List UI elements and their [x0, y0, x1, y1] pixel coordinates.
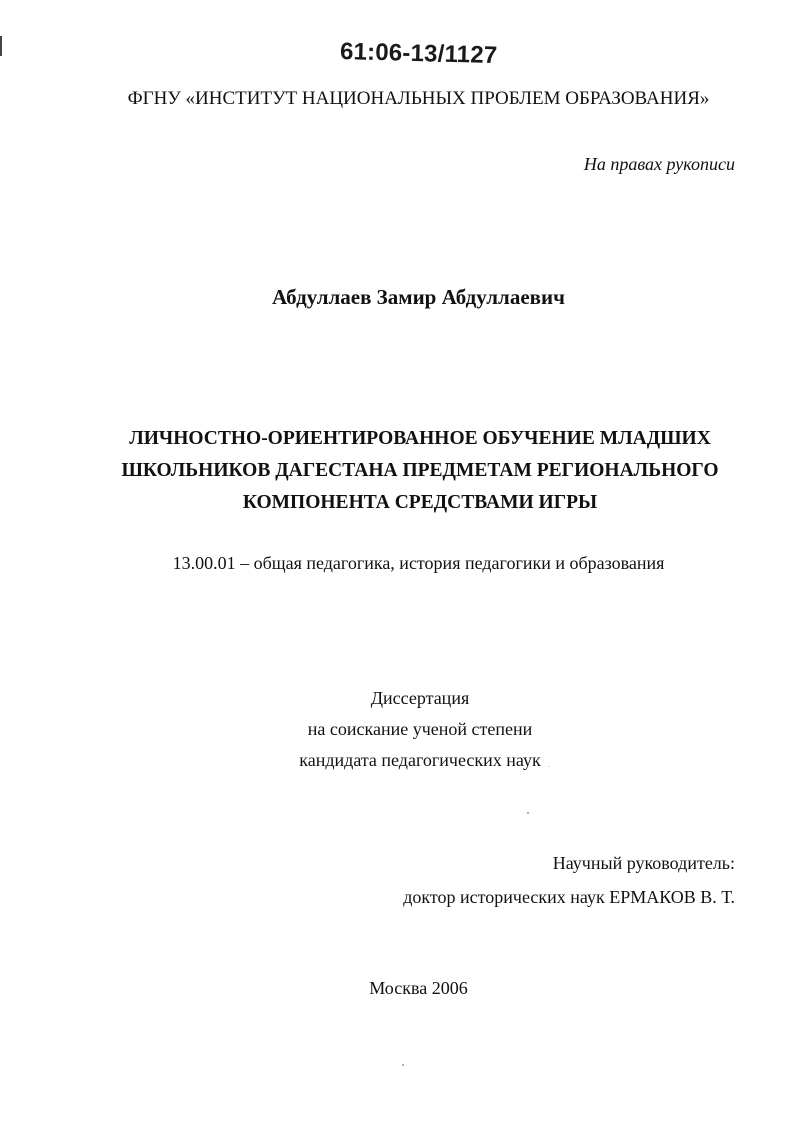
supervisor-name: доктор исторических наук ЕРМАКОВ В. Т. [403, 887, 735, 907]
title-line: ЛИЧНОСТНО-ОРИЕНТИРОВАННОЕ ОБУЧЕНИЕ МЛАДШИХ [129, 428, 711, 449]
city-year: Москва 2006 [369, 978, 468, 998]
degree-block [0, 683, 797, 776]
title-line: ШКОЛЬНИКОВ ДАГЕСТАНА ПРЕДМЕТАМ РЕГИОНАЛЬНОГО [121, 460, 719, 481]
supervisor-block [403, 846, 735, 914]
scan-speck [548, 766, 549, 767]
rights-note: На правах рукописи [583, 154, 735, 174]
organization-name: ФГНУ «ИНСТИТУТ НАЦИОНАЛЬНЫХ ПРОБЛЕМ ОБРАЗОВАНИЯ» [127, 88, 710, 109]
supervisor-label: Научный руководитель: [552, 853, 735, 873]
degree-line: кандидата педагогических наук [299, 750, 541, 770]
scan-edge-mark [0, 36, 2, 56]
scan-speck [527, 812, 529, 814]
degree-line: на соискание ученой степени [307, 719, 533, 739]
title-line: КОМПОНЕНТА СРЕДСТВАМИ ИГРЫ [242, 492, 598, 513]
author-name: Абдуллаев Замир Абдуллаевич [272, 285, 565, 309]
scan-speck [402, 1064, 404, 1066]
dissertation-title [0, 423, 797, 519]
degree-line: Диссертация [370, 688, 470, 708]
specialty-code: 13.00.01 – общая педагогика, история педагогики и образования [172, 553, 665, 573]
catalog-stamp: 61:06-13/1127 [339, 38, 498, 70]
